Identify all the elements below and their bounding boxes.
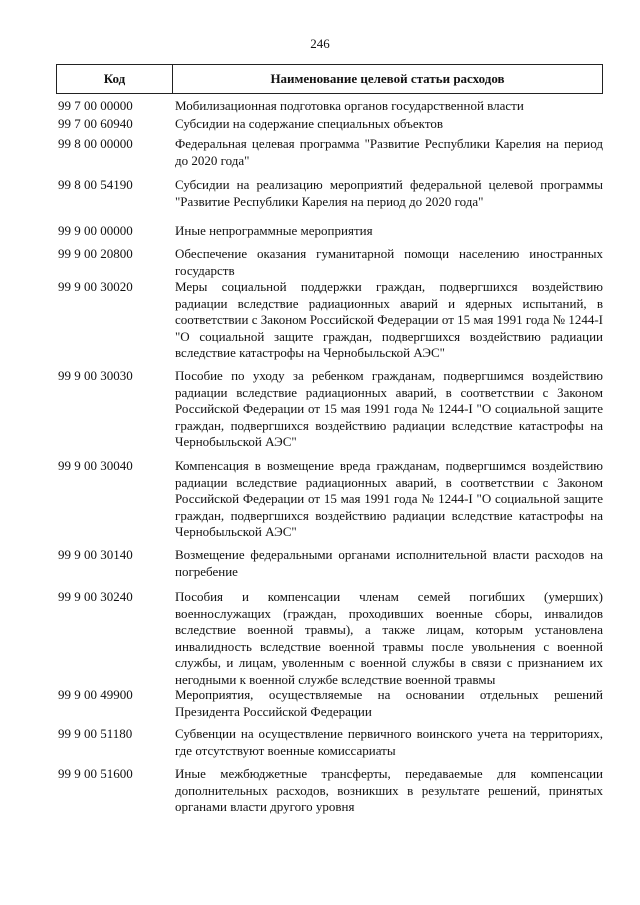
table-row — [58, 116, 603, 133]
row-name: Федеральная целевая программа "Развитие Республики Карелия на период до 2020 года" — [175, 136, 603, 168]
table-row — [58, 458, 603, 541]
row-name: Субсидии на реализацию мероприятий федеральной целевой программы "Развитие Республики Карелия на период до 2020 года" — [175, 177, 603, 209]
table-row — [58, 368, 603, 451]
row-code: 99 8 00 00000 — [58, 136, 133, 151]
row-code: 99 9 00 20800 — [58, 246, 133, 261]
row-name: Обеспечение оказания гуманитарной помощи населению иностранных государств — [175, 246, 603, 278]
row-name: Компенсация в возмещение вреда гражданам, подвергшимся воздействию радиации вследствие радиационных аварий, в соответствии с Законом Российской Федерации от 15 мая 1991 года № 1244-I "О социальной защите граждан, подвергшихся воздействию радиации вследствие катастрофы на Чернобыльской АЭС" — [175, 458, 603, 539]
row-code: 99 7 00 60940 — [58, 116, 133, 131]
table-row — [58, 246, 603, 279]
row-code: 99 9 00 30030 — [58, 368, 133, 383]
column-header-name: Наименование целевой статьи расходов — [270, 71, 505, 86]
row-code: 99 9 00 51600 — [58, 766, 133, 781]
row-name: Возмещение федеральными органами исполнительной власти расходов на погребение — [175, 547, 603, 579]
row-name: Субвенции на осуществление первичного воинского учета на территориях, где отсутствуют военные комиссариаты — [175, 726, 603, 758]
row-code: 99 9 00 30020 — [58, 279, 133, 294]
table-row — [58, 136, 603, 169]
row-code: 99 9 00 30240 — [58, 589, 133, 604]
row-code: 99 9 00 51180 — [58, 726, 133, 741]
table-header — [56, 64, 603, 94]
row-name: Иные межбюджетные трансферты, передаваемые для компенсации дополнительных расходов, возникших в результате решений, принятых органами власти другого уровня — [175, 766, 603, 814]
column-header-code: Код — [57, 65, 173, 93]
table-row — [58, 687, 603, 720]
row-code: 99 7 00 00000 — [58, 98, 133, 113]
page-number: 246 — [310, 36, 330, 51]
row-code: 99 8 00 54190 — [58, 177, 133, 192]
row-code: 99 9 00 49900 — [58, 687, 133, 702]
row-code: 99 9 00 30140 — [58, 547, 133, 562]
row-name: Субсидии на содержание специальных объектов — [175, 116, 443, 131]
table-row — [58, 726, 603, 759]
row-name: Меры социальной поддержки граждан, подвергшихся воздействию радиации вследствие радиационных аварий и ядерных испытаний, в соответствии с Законом Российской Федерации от 15 мая 1991 года № 1244-I "О социальной защите граждан, подвергшихся воздействию радиации вследствие катастрофы на Чернобыльской АЭС" — [175, 279, 603, 360]
table-row — [58, 98, 603, 115]
row-name: Пособие по уходу за ребенком гражданам, подвергшимся воздействию радиации вследствие радиационных аварий, в соответствии с Законом Российской Федерации от 15 мая 1991 года № 1244-I "О социальной защите граждан, подвергшихся воздействию радиации вследствие катастрофы на Чернобыльской АЭС" — [175, 368, 603, 449]
table-row — [58, 279, 603, 362]
table-row — [58, 589, 603, 688]
row-code: 99 9 00 30040 — [58, 458, 133, 473]
table-row — [58, 547, 603, 580]
table-row — [58, 223, 603, 240]
table-row — [58, 766, 603, 816]
row-name: Мобилизационная подготовка органов государственной власти — [175, 98, 524, 113]
table-row — [58, 177, 603, 210]
row-code: 99 9 00 00000 — [58, 223, 133, 238]
row-name: Иные непрограммные мероприятия — [175, 223, 373, 238]
row-name: Мероприятия, осуществляемые на основании отдельных решений Президента Российской Федерации — [175, 687, 603, 719]
row-name: Пособия и компенсации членам семей погибших (умерших) военнослужащих (граждан, проходивших военные сборы, инвалидов вследствие военной травмы), а также лицам, которым установлена инвалидность вследствие военной травмы после увольнения с военной службы, и лицам, уволенным с военной службы в связи с признанием их негодными к военной службе вследствие военной травмы — [175, 589, 603, 687]
